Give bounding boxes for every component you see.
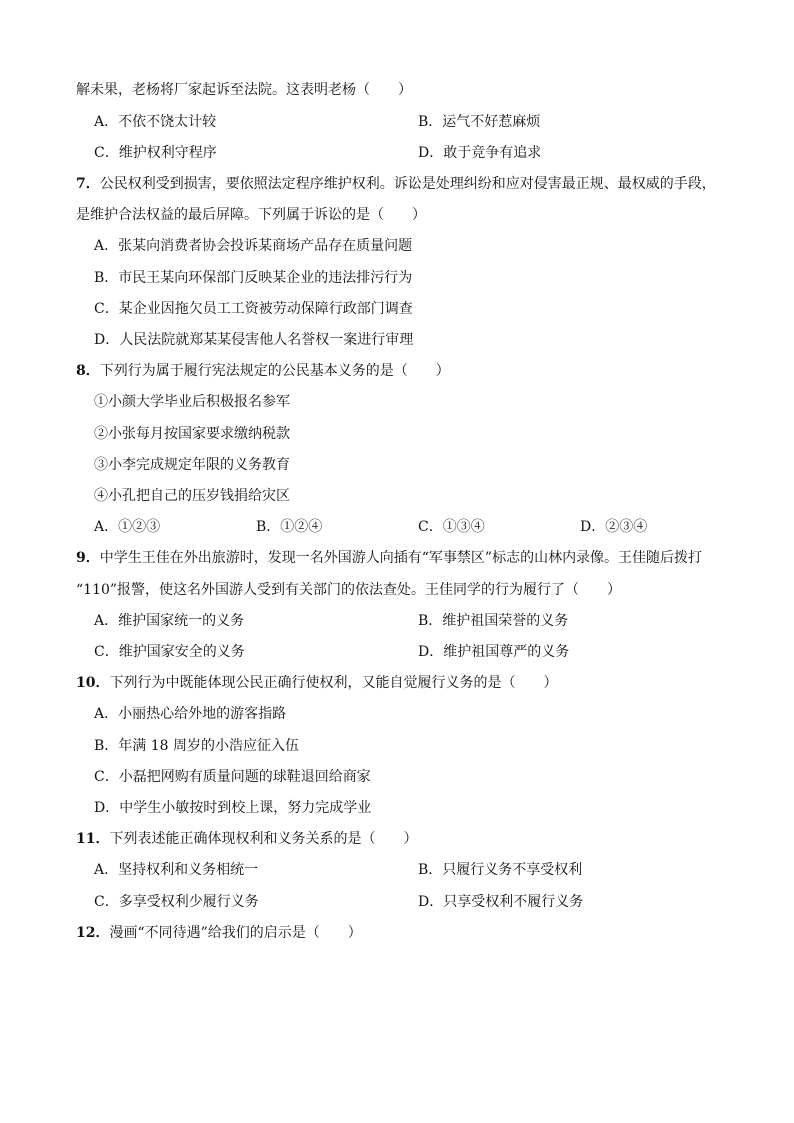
question-10 (76, 673, 557, 693)
question-12 (76, 923, 362, 943)
q8-number: 8． (76, 363, 100, 379)
q10-option-b: B．年满 18 周岁的小浩应征入伍 (94, 738, 300, 754)
q8-item-4: ④小孔把自己的压岁钱捐给灾区 (94, 488, 290, 504)
q11-option-c: C．多享受权利少履行义务 (94, 894, 259, 910)
q7-number: 7． (76, 176, 100, 192)
q7-option-c: C．某企业因拖欠员工工资被劳动保障行政部门调查 (94, 301, 413, 317)
q12-number: 12． (76, 925, 110, 941)
q9-option-a: A．维护国家统一的义务 (94, 613, 245, 629)
q11-number: 11． (76, 831, 110, 847)
q9-option-d: D．维护祖国尊严的义务 (418, 644, 570, 660)
q7-option-d: D．人民法院就郑某某侵害他人名誉权一案进行审理 (94, 332, 414, 348)
q7-text-line1: 公民权利受到损害，要依照法定程序维护权利。诉讼是处理纠纷和应对侵害最正规、最权威的手段， (99, 176, 716, 192)
q6-option-b: B．运气不好惹麻烦 (418, 114, 541, 130)
q8-item-2: ②小张每月按国家要求缴纳税款 (94, 426, 290, 442)
q8-option-b: B．①②④ (256, 519, 323, 535)
q9-text-line2: “110”报警，使这名外国游人受到有关部门的依法查处。王佳同学的行为履行了（ ） (76, 582, 622, 598)
q8-option-a: A．①②③ (94, 519, 161, 535)
q10-option-a: A．小丽热心给外地的游客指路 (94, 706, 287, 722)
q11-option-b: B．只履行义务不享受权利 (418, 862, 583, 878)
q8-option-c: C．①③④ (418, 519, 485, 535)
question-6-continuation: 解未果，老杨将厂家起诉至法院。这表明老杨（ ） (76, 82, 412, 98)
q11-option-a: A．坚持权利和义务相统一 (94, 862, 259, 878)
q8-item-1: ①小颜大学毕业后积极报名参军 (94, 394, 290, 410)
q7-text-line2: 是维护合法权益的最后屏障。下列属于诉讼的是（ ） (76, 207, 426, 223)
q10-text: 下列行为中既能体现公民正确行使权利，又能自觉履行义务的是（ ） (109, 675, 558, 691)
q12-text: 漫画“不同待遇”给我们的启示是（ ） (109, 925, 362, 941)
q7-option-a: A．张某向消费者协会投诉某商场产品存在质量问题 (94, 238, 413, 254)
q10-number: 10． (76, 675, 110, 691)
q10-option-c: C．小磊把网购有质量问题的球鞋退回给商家 (94, 769, 371, 785)
q9-text-line1: 中学生王佳在外出旅游时，发现一名外国游人向插有“军事禁区”标志的山林内录像。王佳随后拨打 (99, 550, 703, 566)
q9-number: 9． (76, 550, 100, 566)
q6-option-d: D．敢于竞争有追求 (418, 145, 542, 161)
q11-option-d: D．只享受权利不履行义务 (418, 894, 584, 910)
question-8 (76, 361, 450, 381)
q8-option-d: D．②③④ (580, 519, 648, 535)
q7-option-b: B．市民王某向环保部门反映某企业的违法排污行为 (94, 270, 413, 286)
question-7 (76, 174, 716, 194)
question-11 (76, 829, 417, 849)
q9-option-b: B．维护祖国荣誉的义务 (418, 613, 569, 629)
q9-option-c: C．维护国家安全的义务 (94, 644, 245, 660)
q10-option-d: D．中学生小敏按时到校上课，努力完成学业 (94, 800, 372, 816)
q6-option-c: C．维护权利守程序 (94, 145, 217, 161)
q6-option-a: A．不依不饶太计较 (94, 114, 217, 130)
q8-text: 下列行为属于履行宪法规定的公民基本义务的是（ ） (99, 363, 450, 379)
q8-item-3: ③小李完成规定年限的义务教育 (94, 457, 290, 473)
q11-text: 下列表述能正确体现权利和义务关系的是（ ） (109, 831, 418, 847)
question-9 (76, 548, 702, 568)
